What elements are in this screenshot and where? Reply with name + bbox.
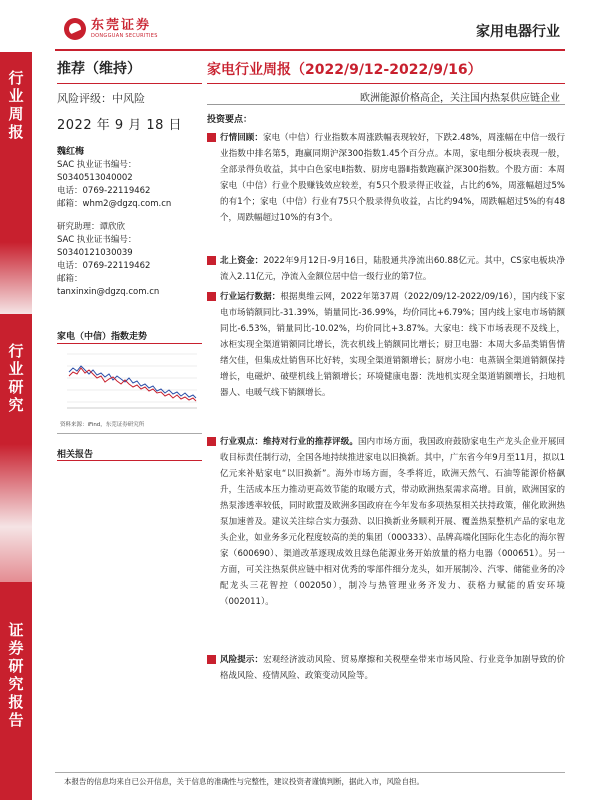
assistant-email[interactable]: tanxinxin@dgzq.com.cn xyxy=(57,287,160,297)
bullet-head: 行情回顾： xyxy=(220,133,263,143)
footer-divider xyxy=(55,772,565,773)
bullet-body: 根据奥维云网，2022年第37周（2022/09/12-2022/09/16），国内线下家电市场销额同比-31.39%，销量同比-36.99%，均价同比+6.79%；国内线上家电市场销额同比-6.53%，销量同比-10.02%，均价同比+3.87%。大家电：线下市场表现不及线上，冰柜实现全渠道销额同比增长，洗衣机线上销额同比增长；厨卫电器：本周大多品类销售情绪欠佳，但集成灶销售环比好转，实现全渠道销额增长；厨房小电：电蒸锅全渠道销额保持增长，电磁炉、破壁机线上销额增长；环境健康电器：洗地机实现全渠道销额增长，扫地机器人、电暖气线下销额增长。 xyxy=(220,292,565,398)
title-divider xyxy=(207,83,565,84)
bullet-northbound-funds xyxy=(207,253,567,285)
rating-divider xyxy=(57,83,202,84)
analyst-line: S0340513040002 xyxy=(57,173,133,183)
side-banner xyxy=(0,52,32,800)
index-chart-title: 家电（中信）指数走势 xyxy=(57,332,148,342)
bullet-risk-warning xyxy=(207,652,567,684)
bullet-body: 宏观经济波动风险、贸易摩擦和关税壁垒带来市场风险、行业竞争加剧导致的价格战风险、疫情风险、政策变动风险等。 xyxy=(220,655,565,681)
side-block-research xyxy=(0,314,32,444)
bullet-square-icon xyxy=(207,655,216,664)
header-divider xyxy=(55,49,565,51)
bullet-head: 行业观点：维持对行业的推荐评级。 xyxy=(220,437,359,447)
side-block-report xyxy=(0,582,32,800)
chart-source: 资料来源：iFind，东莞证券研究所 xyxy=(60,422,145,428)
bullet-industry-view xyxy=(207,434,567,610)
bullet-market-review xyxy=(207,130,567,226)
side-gradient-1 xyxy=(0,242,32,314)
rating-row xyxy=(57,58,202,80)
side-block-weekly xyxy=(0,52,32,242)
risk-level: 风险评级：中风险 xyxy=(57,92,145,105)
chart-title-divider xyxy=(57,343,202,344)
report-date: 2022 年 9 月 18 日 xyxy=(57,118,183,133)
bullet-square-icon xyxy=(207,292,216,301)
related-divider xyxy=(57,460,202,461)
index-trend-chart xyxy=(57,346,202,416)
side-label-report: 证券研究报告 xyxy=(6,622,25,730)
bullet-body: 家电（中信）行业指数本周涨跌幅表现较好，下跌2.48%，周涨幅在中信一级行业指数中排名第5，跑赢同期沪深300指数1.45个百分点。本周，家电细分板块表现一般，全部录得负收益，其中白色家电Ⅱ指数、厨房电器Ⅱ指数跑赢沪深300指数。个股方面：本周家电（中信）行业个股赚钱效应较差，有5只个股录得正收益，占比约6%，周涨幅超过5%的有1个；家电（中信）行业有75只个股录得负收益，占比约94%，周跌幅超过5%的有48个，周跌幅超过10%的有3个。 xyxy=(220,133,565,223)
assistant-line: 研究助理：谭欣欣 xyxy=(57,222,126,232)
bullet-square-icon xyxy=(207,256,216,265)
report-subtitle: 欧洲能源价格高企，关注国内热泵供应链企业 xyxy=(360,93,560,104)
bullet-body: 2022年9月12日-9月16日，陆股通共净流出60.88亿元。其中，CS家电板块净流入2.11亿元，净流入金额位居中信一级行业的第7位。 xyxy=(220,256,565,282)
assistant-line: SAC 执业证书编号： xyxy=(57,235,137,245)
assistant-line: S0340121030039 xyxy=(57,248,133,258)
bullet-head: 风险提示： xyxy=(220,655,264,665)
logo-cn-text: 东莞证券 xyxy=(91,17,152,33)
subtitle-divider xyxy=(207,104,565,105)
disclaimer-footer: 本报告的信息均来自已公开信息，关于信息的准确性与完整性，建议投资者谨慎判断，据此入市，风险自担。 xyxy=(64,777,424,786)
assistant-line: 电话：0769-22119462 xyxy=(57,261,151,271)
key-points-label: 投资要点： xyxy=(207,115,253,125)
analyst-info xyxy=(57,146,207,211)
analyst-name: 魏红梅 xyxy=(57,147,85,157)
rating: 推荐（维持） xyxy=(57,61,141,77)
analyst-email[interactable]: 邮箱：whm2@dgzq.com.cn xyxy=(57,199,172,209)
industry-category: 家用电器行业 xyxy=(476,24,560,40)
report-title: 家电行业周报（2022/9/12-2022/9/16） xyxy=(207,62,482,78)
bullet-square-icon xyxy=(207,133,216,142)
page-header xyxy=(0,0,600,52)
side-label-research: 行业研究 xyxy=(6,343,25,415)
assistant-line: 邮箱： xyxy=(57,274,83,284)
bullet-head: 北上资金： xyxy=(220,256,264,266)
bullet-industry-data xyxy=(207,289,567,401)
index-chart-svg xyxy=(57,346,202,416)
assistant-info xyxy=(57,221,207,299)
dongguan-securities-logo xyxy=(64,18,158,40)
logo-en-text: DONGGUAN SECURITIES xyxy=(91,32,158,39)
bullet-head: 行业运行数据： xyxy=(220,292,281,302)
side-gradient-2 xyxy=(0,444,32,582)
analyst-line: 电话：0769-22119462 xyxy=(57,186,151,196)
bullet-body: 国内市场方面，我国政府鼓励家电生产龙头企业开展回收目标责任制行动，全国各地持续推进家电以旧换新。其中，广东省今年9月至11月，拟以1亿元来补贴家电“以旧换新”。海外市场方面，冬季将近，欧洲天然气、石油等能源价格飙升，生活成本压力推动更高效节能的取暖方式，带动欧洲热泵需求高增。目前，欧洲国家的热泵渗透率较低，同时欧盟及欧洲多国政府在今年发布多项热泵相关扶持政策，催化欧洲热泵加速普及。建议关注综合实力强劲、以旧换新业务顺利开展、覆盖热泵整机产品的家电龙头企业，如业务多元化程度较高的美的集团（000333）、品牌高端化国际化生态化的海尔智家（600690）、渠道改革逐现成效且绿色能源业务开始放量的格力电器（000651）。另一方面，可关注热泵供应链中相对优秀的零部件细分龙头，如开展制冷、汽零、储能业务的冷配龙头三花智控（002050），制冷与热管理业务齐发力、获格力赋能的盾安环境（002011）。 xyxy=(220,437,565,607)
bullet-square-icon xyxy=(207,437,216,446)
side-label-weekly: 行业周报 xyxy=(6,70,25,142)
related-reports-heading: 相关报告 xyxy=(57,450,94,460)
logo-mark-icon xyxy=(64,18,86,40)
chart-bottom-divider xyxy=(57,433,202,434)
analyst-line: SAC 执业证书编号： xyxy=(57,160,137,170)
